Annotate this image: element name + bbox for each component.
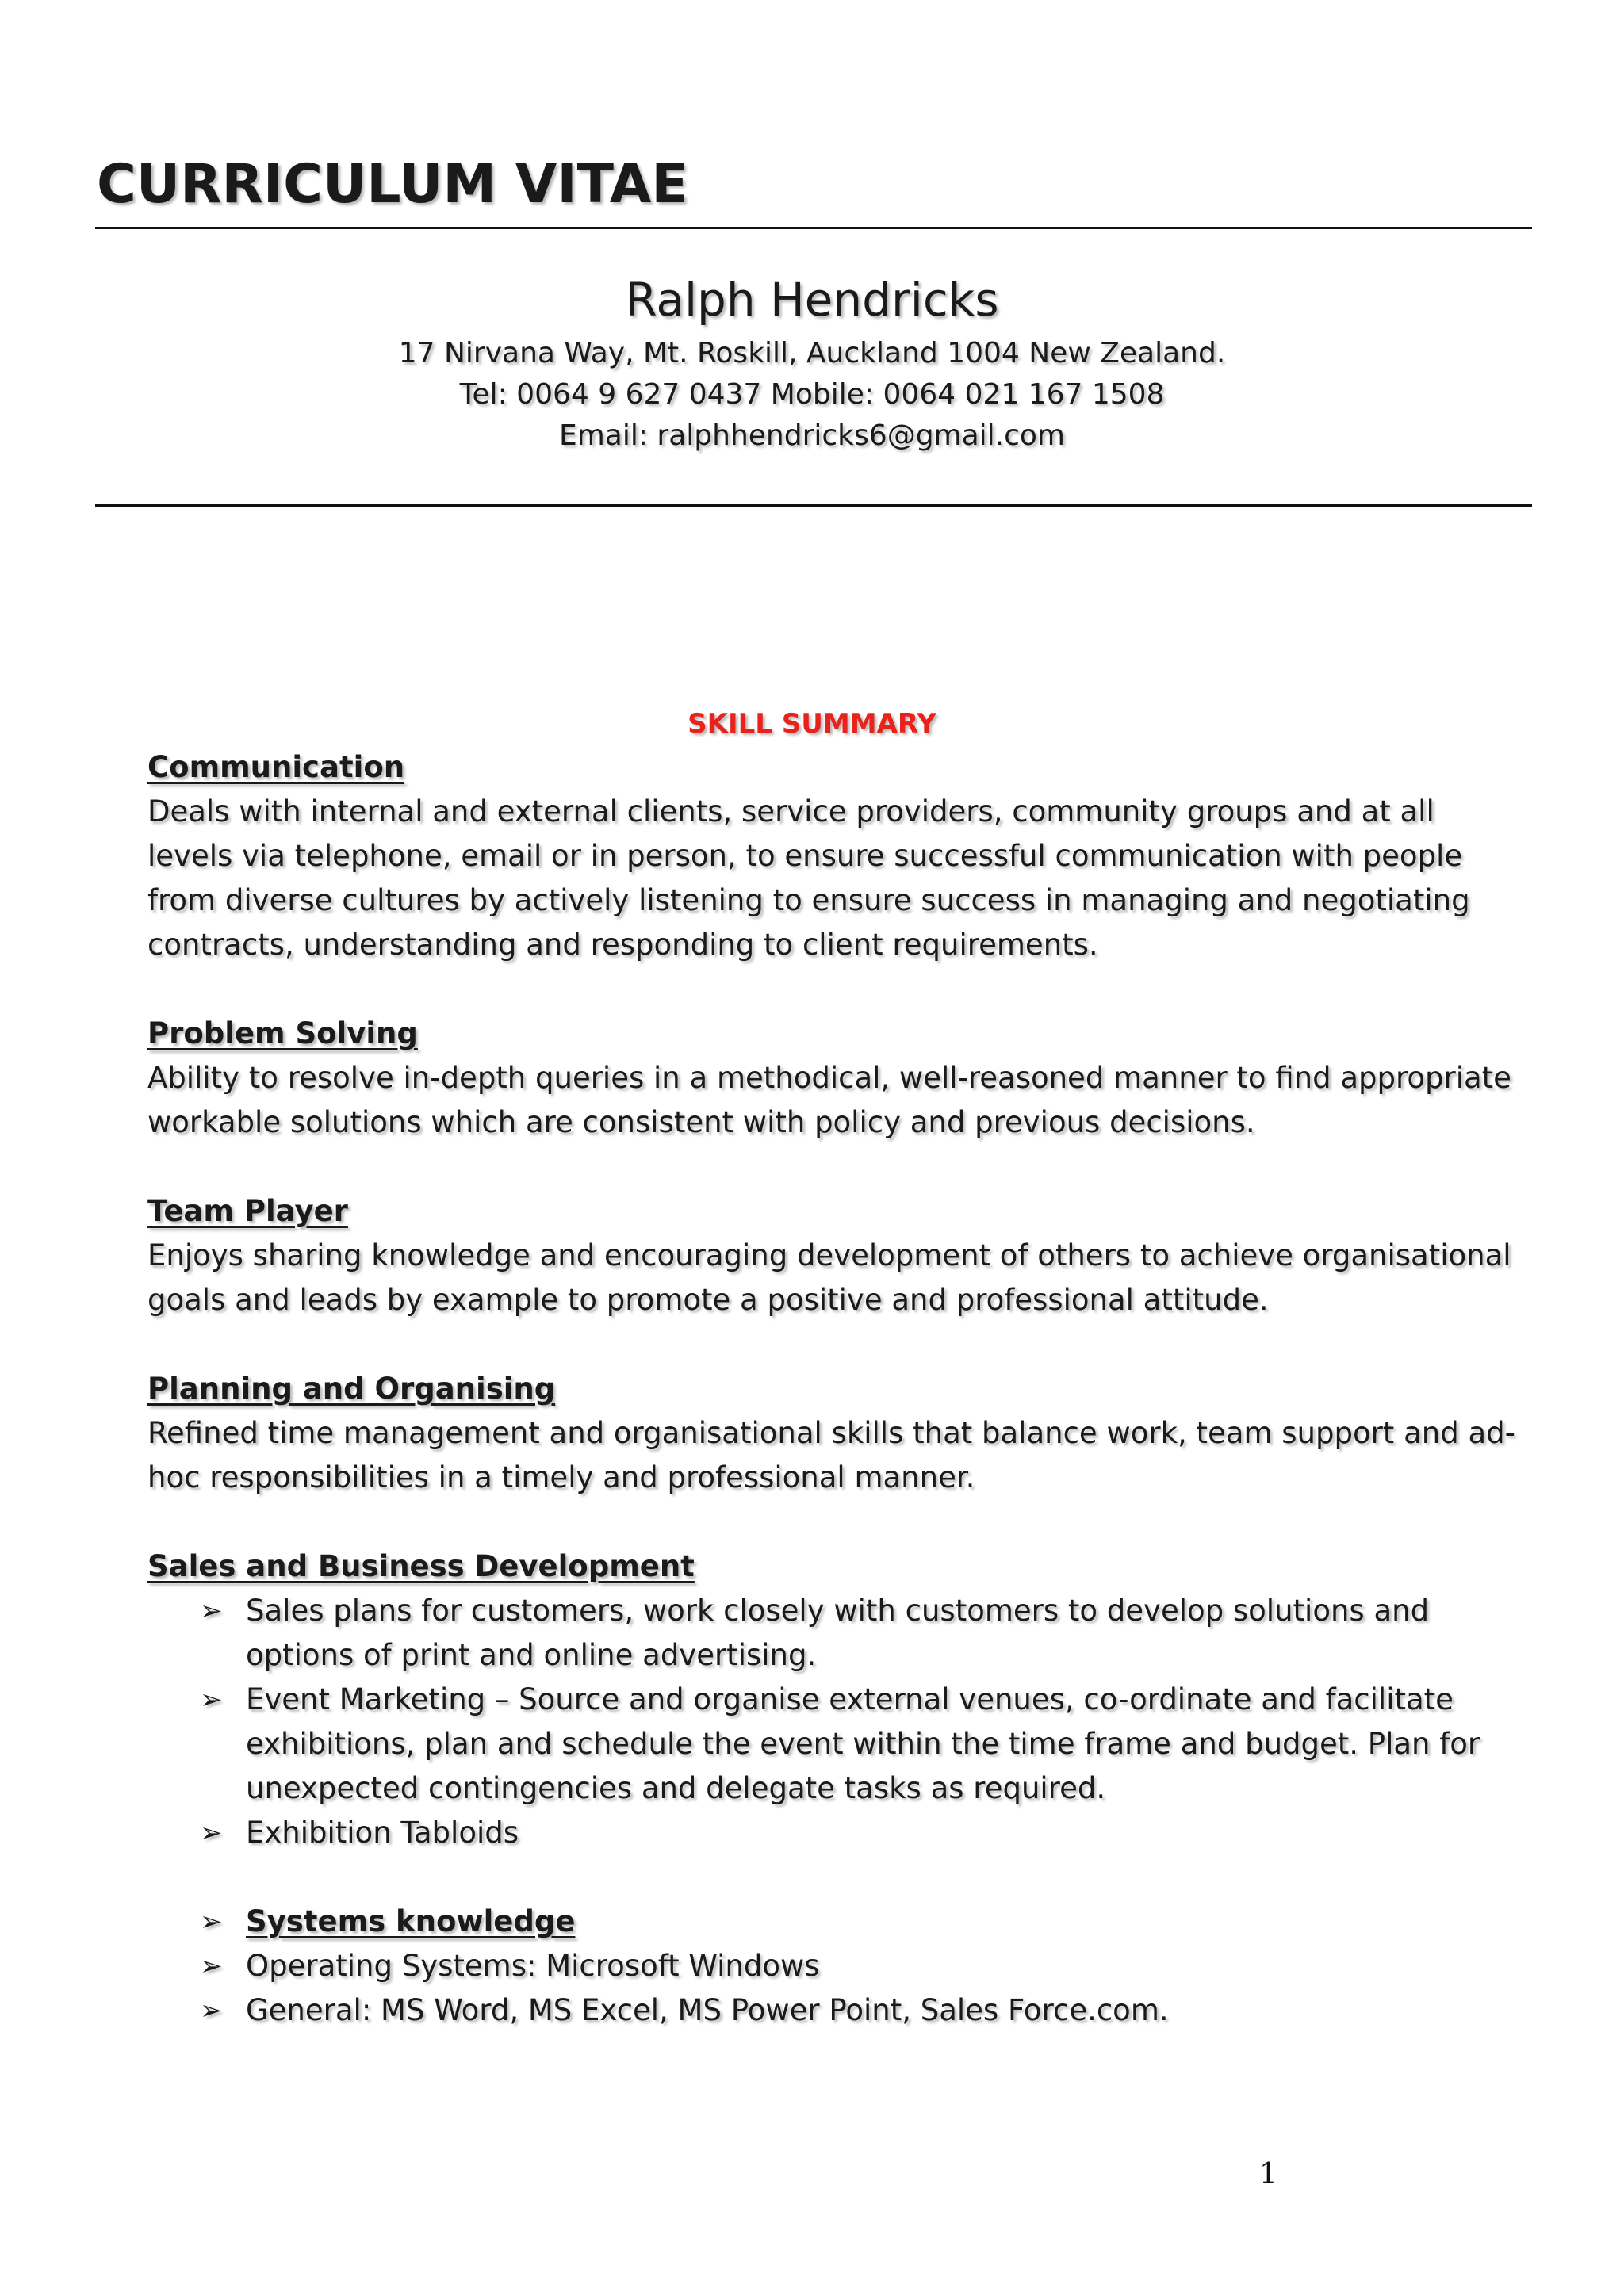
arrow-bullet-icon: ➢ <box>200 1684 223 1716</box>
arrow-bullet-icon: ➢ <box>200 1906 223 1938</box>
list-item <box>147 1678 1543 1811</box>
section-heading: Problem Solving <box>147 1016 418 1050</box>
title-divider <box>95 227 1532 229</box>
paragraph-line: workable solutions which are consistent with policy and previous decisions. <box>147 1105 1255 1139</box>
phone-line: Tel: 0064 9 627 0437 Mobile: 0064 021 167 1508 <box>459 378 1165 411</box>
paragraph-line: contracts, understanding and responding to client requirements. <box>147 928 1098 962</box>
list-item <box>147 1900 1543 1944</box>
bullet-line: Sales plans for customers, work closely with customers to develop solutions and <box>246 1594 1430 1628</box>
bullet-line: Event Marketing – Source and organise external venues, co-ordinate and facilitate <box>246 1682 1454 1716</box>
arrow-bullet-icon: ➢ <box>200 1595 223 1627</box>
systems-bullet-list <box>147 1900 1543 2033</box>
bullet-line: options of print and online advertising. <box>246 1638 817 1672</box>
section-heading: Sales and Business Development <box>147 1549 695 1583</box>
header-divider <box>95 504 1532 507</box>
paragraph-line: from diverse cultures by actively listening to ensure success in managing and negotiating <box>147 883 1470 917</box>
paragraph-line: Ability to resolve in-depth queries in a methodical, well-reasoned manner to find appropriate <box>147 1061 1511 1095</box>
section-heading: Planning and Organising <box>147 1372 556 1406</box>
sales-bullet-list <box>147 1589 1543 1855</box>
document-title: CURRICULUM VITAE <box>97 153 688 216</box>
section-sales <box>147 1544 1543 2033</box>
email-line: Email: ralphhendricks6@gmail.com <box>558 419 1066 452</box>
paragraph-line: levels via telephone, email or in person, to ensure successful communication with people <box>147 839 1463 873</box>
list-item <box>147 1589 1543 1678</box>
bullet-line: unexpected contingencies and delegate tasks as required. <box>246 1771 1106 1805</box>
section-problem-solving <box>147 1012 1543 1145</box>
contact-header <box>0 266 1624 457</box>
arrow-bullet-icon: ➢ <box>200 1950 223 1982</box>
paragraph-line: hoc responsibilities in a timely and professional manner. <box>147 1460 975 1494</box>
list-item <box>147 1988 1543 2033</box>
paragraph-line: Deals with internal and external clients, service providers, community groups and at all <box>147 794 1434 828</box>
bullet-line: Exhibition Tabloids <box>246 1816 519 1850</box>
paragraph-line: Refined time management and organisational skills that balance work, team support and ad- <box>147 1416 1515 1450</box>
spacer <box>147 1855 1543 1900</box>
candidate-name: Ralph Hendricks <box>625 273 999 327</box>
bullet-line: exhibitions, plan and schedule the event within the time frame and budget. Plan for <box>246 1727 1480 1761</box>
bullet-line: General: MS Word, MS Excel, MS Power Point, Sales Force.com. <box>246 1993 1169 2027</box>
section-heading: Team Player <box>147 1194 348 1228</box>
paragraph-line: Enjoys sharing knowledge and encouraging development of others to achieve organisational <box>147 1238 1511 1272</box>
list-item <box>147 1811 1543 1855</box>
section-team-player <box>147 1189 1543 1322</box>
section-heading: Communication <box>147 750 405 784</box>
address-line: 17 Nirvana Way, Mt. Roskill, Auckland 1004 New Zealand. <box>398 337 1226 369</box>
skill-summary-heading: SKILL SUMMARY <box>688 708 936 740</box>
page-number: 1 <box>1259 2158 1277 2191</box>
section-planning <box>147 1367 1543 1500</box>
paragraph-line: goals and leads by example to promote a positive and professional attitude. <box>147 1283 1269 1317</box>
list-item <box>147 1944 1543 1988</box>
skill-summary-content <box>147 745 1543 2077</box>
arrow-bullet-icon: ➢ <box>200 1995 223 2026</box>
bullet-line: Operating Systems: Microsoft Windows <box>246 1949 820 1983</box>
arrow-bullet-icon: ➢ <box>200 1817 223 1849</box>
systems-heading: Systems knowledge <box>246 1904 576 1938</box>
section-communication <box>147 745 1543 967</box>
